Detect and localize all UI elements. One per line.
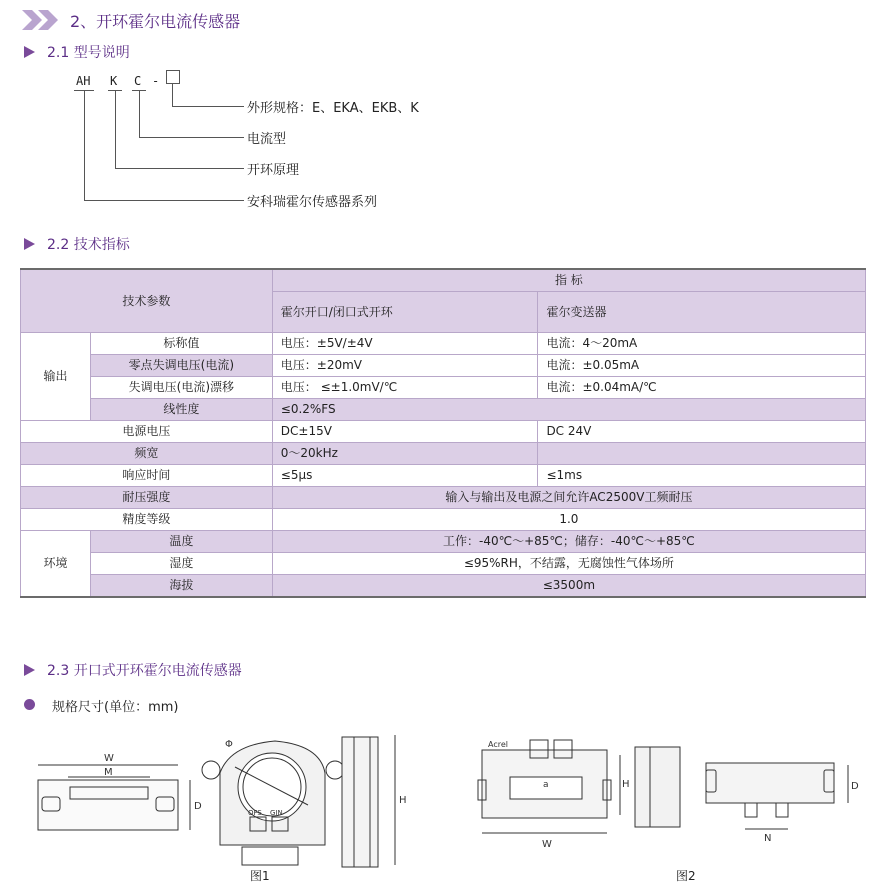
model-part-k: K — [110, 74, 118, 88]
triangle-bullet-icon — [24, 238, 35, 250]
dim-label: Φ — [225, 739, 233, 750]
dim-label: M — [104, 767, 113, 778]
cell-value: 电压： ≤±1.0mV/℃ — [272, 377, 538, 399]
legend-shape: 外形规格：E、EKA、EKB、K — [247, 101, 419, 116]
legend-series: 安科瑞霍尔传感器系列 — [247, 195, 378, 210]
section-title: 2、开环霍尔电流传感器 — [70, 12, 241, 31]
table-row — [21, 531, 866, 553]
row-label: 响应时间 — [21, 465, 273, 487]
cell-value: ≤0.2%FS — [272, 399, 865, 421]
figure-1-caption: 图1 — [250, 869, 270, 883]
row-label: 电源电压 — [21, 421, 273, 443]
table-row — [21, 465, 866, 487]
cell-value: 1.0 — [272, 509, 865, 531]
subsection-spec: 2.2 技术指标 — [47, 237, 130, 253]
cell-value: 电流：±0.05mA — [538, 355, 866, 377]
cell-value: DC±15V — [272, 421, 538, 443]
header-col1: 霍尔开口/闭口式开环 — [272, 292, 538, 333]
group-env: 环境 — [21, 531, 91, 598]
table-row — [21, 443, 866, 465]
dimension-note: 规格尺寸(单位：mm) — [52, 700, 179, 715]
cell-value: ≤5μs — [272, 465, 538, 487]
row-label: 精度等级 — [21, 509, 273, 531]
triangle-bullet-icon — [24, 46, 35, 58]
header-index: 指 标 — [272, 269, 865, 292]
triangle-bullet-icon — [24, 664, 35, 676]
table-row — [21, 421, 866, 443]
figure-1-drawing — [20, 725, 440, 890]
dim-label: H — [399, 795, 407, 806]
row-label: 海拔 — [90, 575, 272, 598]
brand-label: Acrel — [488, 740, 508, 749]
header-param: 技术参数 — [21, 269, 273, 333]
spec-table — [20, 268, 866, 598]
subsection-open-type: 2.3 开口式开环霍尔电流传感器 — [47, 663, 242, 679]
table-row — [21, 399, 866, 421]
dim-label: W — [104, 753, 114, 764]
header-col2: 霍尔变送器 — [538, 292, 866, 333]
legend-current: 电流型 — [247, 132, 287, 147]
table-row — [21, 487, 866, 509]
subsection-model: 2.1 型号说明 — [47, 45, 130, 61]
dim-label: a — [543, 780, 549, 790]
cell-value: 电流：±0.04mA/℃ — [538, 377, 866, 399]
group-output: 输出 — [21, 333, 91, 421]
row-label: 失调电压(电流)漂移 — [90, 377, 272, 399]
table-row — [21, 553, 866, 575]
bullet-dot-icon — [24, 699, 35, 710]
dim-label: D — [194, 801, 202, 812]
cell-value: ≤1ms — [538, 465, 866, 487]
row-label: 频宽 — [21, 443, 273, 465]
cell-value: 工作：-40℃～+85℃；储存：-40℃～+85℃ — [272, 531, 865, 553]
dim-label: N — [764, 833, 772, 844]
model-part-dash: - — [152, 74, 160, 88]
cell-value: DC 24V — [538, 421, 866, 443]
legend-open-loop: 开环原理 — [247, 163, 300, 178]
row-label: 标称值 — [90, 333, 272, 355]
table-row — [21, 509, 866, 531]
model-part-box — [166, 70, 180, 84]
cell-value: ≤95%RH，不结露，无腐蚀性气体场所 — [272, 553, 865, 575]
table-row — [21, 355, 866, 377]
cell-value: 输入与输出及电源之间允许AC2500V工频耐压 — [272, 487, 865, 509]
cell-value: 电流：4～20mA — [538, 333, 866, 355]
cell-value — [538, 443, 866, 465]
cell-value: ≤3500m — [272, 575, 865, 598]
dim-label: GIN — [270, 809, 283, 817]
dim-label: H — [622, 779, 630, 790]
row-label: 耐压强度 — [21, 487, 273, 509]
dim-label: W — [542, 839, 552, 850]
cell-value: 0～20kHz — [272, 443, 538, 465]
figure-2-drawing — [470, 725, 865, 890]
row-label: 湿度 — [90, 553, 272, 575]
table-row — [21, 377, 866, 399]
double-chevron-icon — [22, 10, 62, 30]
row-label: 线性度 — [90, 399, 272, 421]
figure-2-caption: 图2 — [676, 869, 696, 883]
row-label: 温度 — [90, 531, 272, 553]
table-row — [21, 333, 866, 355]
row-label: 零点失调电压(电流) — [90, 355, 272, 377]
table-row — [21, 575, 866, 598]
model-part-c: C — [134, 74, 142, 88]
table-row — [21, 269, 866, 292]
cell-value: 电压：±20mV — [272, 355, 538, 377]
cell-value: 电压：±5V/±4V — [272, 333, 538, 355]
model-part-ah: AH — [76, 74, 91, 88]
dim-label: D — [851, 781, 859, 792]
dim-label: OFS — [248, 809, 262, 817]
